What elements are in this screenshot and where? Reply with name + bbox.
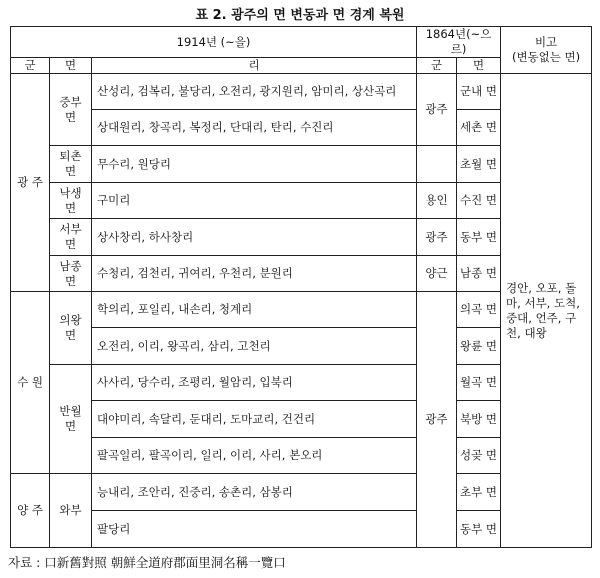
gun-1864-cell xyxy=(417,146,457,183)
header-note-label: 비고 xyxy=(534,35,558,49)
ri-cell: 상사창리, 하사창리 xyxy=(92,219,417,256)
myeon-jungbu: 중부 면 xyxy=(50,74,92,146)
gun-1864-cell: 광주 xyxy=(417,219,457,256)
myeon-1864-cell: 월곡 면 xyxy=(457,365,501,401)
myeon-1864-cell: 의곡 면 xyxy=(457,292,501,328)
ri-cell: 능내리, 조안리, 진중리, 송촌리, 삼봉리 xyxy=(92,474,417,511)
myeon-naksaeng: 낙생 면 xyxy=(50,183,92,219)
myeon-1864-cell: 동부 면 xyxy=(457,219,501,256)
myeon-1864-cell: 왕륜 면 xyxy=(457,328,501,365)
header-gun: 군 xyxy=(11,58,50,74)
myeon-1864-cell: 초부 면 xyxy=(457,474,501,511)
gun-gwangju: 광 주 xyxy=(11,74,50,292)
ri-cell: 팔곡일리, 팔곡이리, 일리, 이리, 사리, 본오리 xyxy=(92,438,417,474)
source-note: 자료 : 口新舊對照 朝鮮全道府郡面里洞名稱一覽口 xyxy=(8,555,286,570)
myeon-1864-cell: 초월 면 xyxy=(457,146,501,183)
ri-cell: 대야미리, 속달리, 둔대리, 도마교리, 건건리 xyxy=(92,401,417,438)
myeon-uiwang: 의왕 면 xyxy=(50,292,92,365)
header-1914: 1914년 (~을) xyxy=(11,27,417,58)
gun-1864-cell: 양근 xyxy=(417,256,457,292)
ri-cell: 사사리, 당수리, 조평리, 월암리, 입북리 xyxy=(92,365,417,401)
header-ri: 리 xyxy=(92,58,417,74)
header-note-sub: (변동없는 면) xyxy=(511,50,581,64)
header-myeon-1864: 면 xyxy=(457,58,501,74)
gun-suwon: 수 원 xyxy=(11,292,50,474)
gun-1864-cell: 용인 xyxy=(417,183,457,219)
myeon-1864-cell: 동부 면 xyxy=(457,511,501,548)
myeon-banwol: 반월 면 xyxy=(50,365,92,474)
table-title: 표 2. 광주의 면 변동과 면 경계 복원 xyxy=(195,8,405,23)
myeon-1864-cell: 남종 면 xyxy=(457,256,501,292)
ri-cell: 구미리 xyxy=(92,183,417,219)
myeon-1864-cell: 수진 면 xyxy=(457,183,501,219)
gun-1864-cell: 광주 xyxy=(417,292,457,548)
boundary-table xyxy=(10,26,592,548)
myeon-toechon: 퇴촌 면 xyxy=(50,146,92,183)
gun-1864-cell: 광주 xyxy=(417,74,457,146)
gun-yangju: 양 주 xyxy=(11,474,50,548)
ri-cell: 산성리, 검복리, 불당리, 오전리, 광지원리, 암미리, 상산곡리 xyxy=(92,74,417,110)
ri-cell: 무수리, 원당리 xyxy=(92,146,417,183)
header-1864: 1864년(~으르) xyxy=(417,27,501,58)
header-note xyxy=(501,27,592,74)
ri-cell: 학의리, 포일리, 내손리, 청계리 xyxy=(92,292,417,328)
myeon-1864-cell: 세촌 면 xyxy=(457,110,501,146)
myeon-seobu: 서부 면 xyxy=(50,219,92,256)
note-cell: 경안, 오포, 돌마, 서부, 도척, 중대, 언주, 구천, 대왕 xyxy=(501,74,592,548)
header-gun-1864: 군 xyxy=(417,58,457,74)
ri-cell: 상대원리, 창곡리, 복정리, 단대리, 탄리, 수진리 xyxy=(92,110,417,146)
header-myeon: 면 xyxy=(50,58,92,74)
myeon-1864-cell: 성곶 면 xyxy=(457,438,501,474)
myeon-1864-cell: 군내 면 xyxy=(457,74,501,110)
myeon-namjong: 남종 면 xyxy=(50,256,92,292)
ri-cell: 수청리, 검천리, 귀여리, 우천리, 분원리 xyxy=(92,256,417,292)
myeon-wabu: 와부 xyxy=(50,474,92,548)
ri-cell: 팔당리 xyxy=(92,511,417,548)
myeon-1864-cell: 북방 면 xyxy=(457,401,501,438)
ri-cell: 오전리, 이리, 왕곡리, 삼리, 고천리 xyxy=(92,328,417,365)
